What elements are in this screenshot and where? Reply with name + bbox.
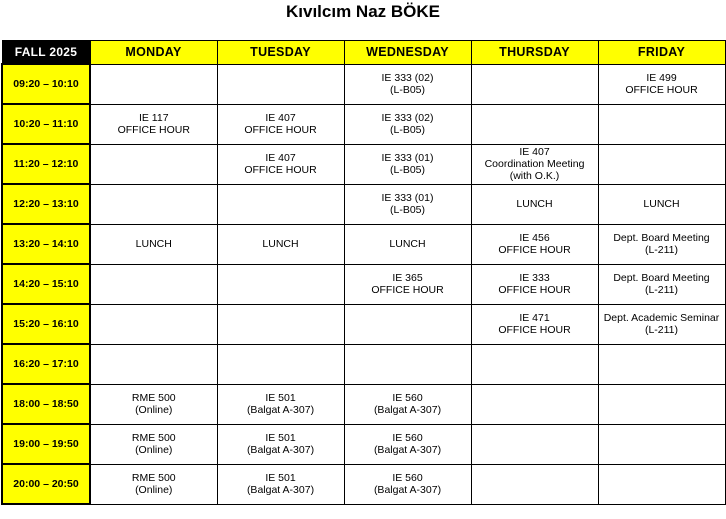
cell-line: (Online) [135,404,173,416]
schedule-cell [217,464,344,504]
schedule-cell [90,104,217,144]
schedule-cell [598,104,725,144]
schedule-cell [90,184,217,224]
schedule-cell [471,104,598,144]
cell-line: OFFICE HOUR [498,284,571,296]
cell-line: (L-211) [644,284,679,296]
table-row [2,384,725,424]
cell-line: IE 501 [265,472,296,484]
cell-line: (L-211) [644,324,679,336]
schedule-cell [598,424,725,464]
schedule-cell [344,304,471,344]
schedule-cell [217,424,344,464]
schedule-cell [471,384,598,424]
cell-line: LUNCH [643,198,680,210]
schedule-cell [90,264,217,304]
cell-line: IE 471 [519,312,550,324]
cell-line: IE 333 (01) [381,192,434,204]
cell-line: (L-B05) [389,204,425,216]
schedule-cell [471,64,598,104]
schedule-cell [598,224,725,264]
schedule-table [1,40,726,505]
time-slot: 18:00 – 18:50 [2,384,90,424]
cell-line: (L-B05) [389,164,425,176]
schedule-cell [217,184,344,224]
time-slot: 14:20 – 15:10 [2,264,90,304]
time-slot: 13:20 – 14:10 [2,224,90,264]
cell-line: Dept. Board Meeting [613,272,710,284]
cell-line: (Balgat A-307) [373,484,442,496]
table-row [2,464,725,504]
time-slot: 11:20 – 12:10 [2,144,90,184]
cell-line: IE 333 (02) [381,112,434,124]
cell-line: IE 407 [265,152,296,164]
cell-line: IE 560 [392,432,423,444]
schedule-cell [344,184,471,224]
cell-line: IE 501 [265,432,296,444]
cell-line: (Balgat A-307) [246,404,315,416]
cell-line: IE 456 [519,232,550,244]
schedule-cell [90,224,217,264]
cell-line: (Balgat A-307) [373,444,442,456]
schedule-cell [598,64,725,104]
cell-line: IE 333 (02) [381,72,434,84]
schedule-cell [598,464,725,504]
schedule-cell [471,304,598,344]
schedule-cell [90,64,217,104]
cell-line: IE 117 [138,112,169,124]
cell-line: OFFICE HOUR [498,324,571,336]
schedule-cell [217,224,344,264]
cell-line: IE 333 (01) [381,152,434,164]
schedule-cell [598,144,725,184]
cell-line: OFFICE HOUR [244,124,317,136]
schedule-cell [598,384,725,424]
term-label: FALL 2025 [2,41,90,65]
time-slot: 20:00 – 20:50 [2,464,90,504]
time-slot: 09:20 – 10:10 [2,64,90,104]
cell-line: (L-B05) [389,84,425,96]
page-title: Kıvılcım Naz BÖKE [286,2,440,21]
cell-line: (Balgat A-307) [246,484,315,496]
cell-line: Coordination Meeting [484,158,585,170]
cell-line: LUNCH [135,238,172,250]
header-row [2,41,725,65]
cell-line: IE 333 [519,272,550,284]
schedule-cell [344,264,471,304]
cell-line: IE 560 [392,392,423,404]
day-header-wednesday: WEDNESDAY [344,41,471,65]
schedule-cell [598,184,725,224]
table-row [2,104,725,144]
schedule-cell [217,304,344,344]
schedule-cell [344,224,471,264]
cell-line: IE 407 [519,146,550,158]
cell-line: (Online) [135,444,173,456]
schedule-cell [90,424,217,464]
cell-line: OFFICE HOUR [498,244,571,256]
time-slot: 16:20 – 17:10 [2,344,90,384]
day-header-thursday: THURSDAY [471,41,598,65]
cell-line: LUNCH [262,238,299,250]
table-row [2,64,725,104]
schedule-cell [471,184,598,224]
schedule-cell [471,464,598,504]
cell-line: (Balgat A-307) [246,444,315,456]
schedule-cell [217,344,344,384]
cell-line: RME 500 [131,472,176,484]
schedule-cell [344,464,471,504]
table-row [2,304,725,344]
schedule-cell [344,344,471,384]
cell-line: LUNCH [389,238,426,250]
cell-line: IE 560 [392,472,423,484]
schedule-cell [90,304,217,344]
table-row [2,184,725,224]
schedule-cell [344,64,471,104]
schedule-cell [217,64,344,104]
cell-line: OFFICE HOUR [117,124,190,136]
schedule-cell [471,144,598,184]
day-header-tuesday: TUESDAY [217,41,344,65]
schedule-cell [471,224,598,264]
time-slot: 19:00 – 19:50 [2,424,90,464]
cell-line: Dept. Board Meeting [613,232,710,244]
cell-line: IE 407 [265,112,296,124]
schedule-cell [471,344,598,384]
cell-line: IE 499 [646,72,677,84]
schedule-cell [217,144,344,184]
cell-line: OFFICE HOUR [371,284,444,296]
cell-line: (Balgat A-307) [373,404,442,416]
table-row [2,344,725,384]
day-header-monday: MONDAY [90,41,217,65]
cell-line: RME 500 [131,392,176,404]
schedule-cell [90,384,217,424]
cell-line: (L-B05) [389,124,425,136]
schedule-cell [217,384,344,424]
day-header-friday: FRIDAY [598,41,725,65]
cell-line: RME 500 [131,432,176,444]
table-row [2,144,725,184]
cell-line: (L-211) [644,244,679,256]
schedule-cell [344,384,471,424]
schedule-body [2,64,725,504]
table-row [2,224,725,264]
schedule-cell [598,304,725,344]
table-row [2,424,725,464]
cell-line: OFFICE HOUR [625,84,698,96]
schedule-cell [344,424,471,464]
time-slot: 10:20 – 11:10 [2,104,90,144]
schedule-cell [344,104,471,144]
schedule-cell [90,344,217,384]
schedule-cell [90,144,217,184]
time-slot: 12:20 – 13:10 [2,184,90,224]
cell-line: (Online) [135,484,173,496]
schedule-cell [217,104,344,144]
schedule-cell [471,264,598,304]
cell-line: LUNCH [516,198,553,210]
schedule-cell [217,264,344,304]
table-row [2,264,725,304]
time-slot: 15:20 – 16:10 [2,304,90,344]
schedule-cell [90,464,217,504]
cell-line: (with O.K.) [509,170,560,182]
schedule-cell [598,264,725,304]
schedule-cell [598,344,725,384]
schedule-cell [471,424,598,464]
cell-line: Dept. Academic Seminar [603,312,720,324]
schedule-cell [344,144,471,184]
cell-line: IE 365 [392,272,423,284]
cell-line: IE 501 [265,392,296,404]
cell-line: OFFICE HOUR [244,164,317,176]
